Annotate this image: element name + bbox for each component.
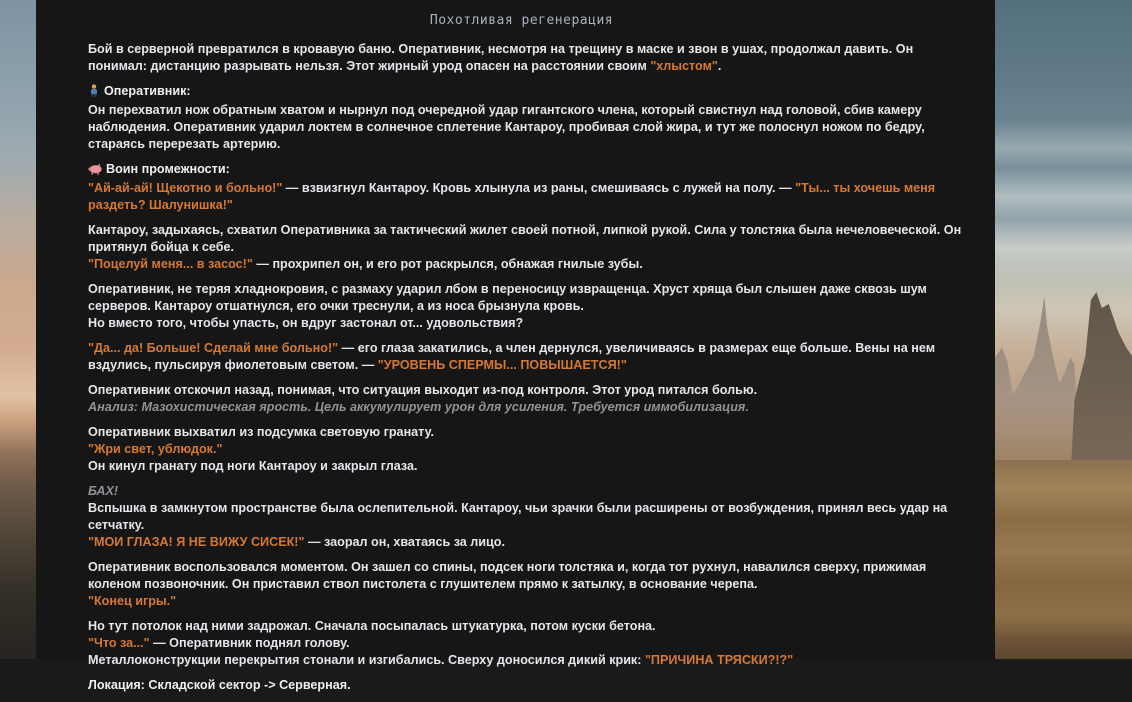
text-segment: Бой в серверной превратился в кровавую баню. Оперативник, несмотря на трещину в маске и звон в ушах, продолжал давить. Он понимал: дистанцию разрывать нельзя. Этот жирный урод опасен на расстоянии своим xyxy=(88,42,914,73)
story-line xyxy=(88,483,962,500)
story-line xyxy=(88,281,962,315)
operative-turn-paragraph xyxy=(88,83,962,153)
story-line xyxy=(88,618,962,635)
text-segment: "Что за..." xyxy=(88,636,150,650)
text-segment: БАХ! xyxy=(88,484,119,498)
text-segment: Оперативник воспользовался моментом. Он зашел со спины, подсек ноги толстяка и, когда тот рухнул, навалился сверху, прижимая коленом позвоночник. Он приставил ствол пистолета с глушителем прямо к затылку, в основание черепа. xyxy=(88,560,927,591)
operative-icon xyxy=(88,84,100,102)
text-segment: "УРОВЕНЬ СПЕРМЫ... ПОВЫШАЕТСЯ!" xyxy=(377,358,627,372)
text-segment: Он кинул гранату под ноги Кантароу и закрыл глаза. xyxy=(88,459,418,473)
text-segment: — взвизгнул Кантароу. Кровь хлынула из раны, смешиваясь с лужей на полу. — xyxy=(282,181,796,195)
clouds xyxy=(995,120,1132,280)
scene-title: Похотливая регенерация xyxy=(429,12,614,28)
text-segment: Оперативник: xyxy=(104,84,191,98)
story-line xyxy=(88,652,962,669)
text-segment: Вспышка в замкнутом пространстве была ослепительной. Кантароу, чьи зрачки были расширены от возбуждения, принял весь удар на сетчатку. xyxy=(88,501,948,532)
text-segment: Металлоконструкции перекрытия стонали и изгибались. Сверху доносился дикий крик: xyxy=(88,653,645,667)
text-segment: Но тут потолок над ними задрожал. Сначала посыпалась штукатурка, потом куски бетона. xyxy=(88,619,656,633)
ceiling-paragraph xyxy=(88,618,962,669)
story-line xyxy=(88,161,962,180)
story-text xyxy=(88,41,962,694)
analysis-paragraph xyxy=(88,382,962,416)
text-segment: Воин промежности: xyxy=(106,162,230,176)
text-segment: "Ты... ты хочешь меня раздеть? Шалунишка!" xyxy=(88,181,936,212)
story-line xyxy=(88,441,962,458)
text-segment: — его глаза закатились, а член дернулся, увеличиваясь в размерах еще больше. Вены на нем вздулись, пульсируя фиолетовым светом. — xyxy=(88,341,936,372)
text-segment: . xyxy=(717,59,722,73)
text-segment: "Ай-ай-ай! Щекотно и больно!" xyxy=(88,181,283,195)
story-line xyxy=(88,424,962,441)
story-line xyxy=(88,83,962,102)
story-line xyxy=(88,559,962,593)
story-line xyxy=(88,399,962,416)
story-line xyxy=(88,458,962,475)
text-segment: "Да... да! Больше! Сделай мне больно!" xyxy=(88,341,339,355)
text-segment: "Поцелуй меня... в засос!" xyxy=(88,257,253,271)
text-segment: "ПРИЧИНА ТРЯСКИ?!?" xyxy=(644,653,794,667)
story-line xyxy=(88,41,962,75)
text-segment: Он перехватил нож обратным хватом и нырнул под очередной удар гигантского члена, который свистнул над головой, сбив камеру наблюдения. Оперативник ударил локтем в солнечное сплетение Кантароу, пробивая слой жира, и тут же полоснул ножом по бедру, стараясь перерезать артерию. xyxy=(88,103,925,151)
text-segment: Оперативник, не теряя хладнокровия, с размаху ударил лбом в переносицу извращенца. Хруст хряща был слышен даже сквозь шум серверов. Кантароу отшатнулся, его очки треснули, а из носа брызнула кровь. xyxy=(88,282,927,313)
pig-icon xyxy=(88,163,102,180)
story-line xyxy=(88,677,962,694)
grenade-paragraph xyxy=(88,424,962,475)
intro-paragraph xyxy=(88,41,962,75)
story-line xyxy=(88,635,962,652)
headbutt-paragraph xyxy=(88,281,962,332)
story-panel xyxy=(36,0,995,692)
location-paragraph xyxy=(88,677,962,694)
flash-paragraph xyxy=(88,483,962,551)
text-segment: Кантароу, задыхаясь, схватил Оперативника за тактический жилет своей потной, липкой рукой. Сила у толстяка была нечеловеческой. Он притянул бойца к себе. xyxy=(88,223,962,254)
story-line xyxy=(88,534,962,551)
scene-title-box xyxy=(88,8,955,32)
story-line xyxy=(88,102,962,153)
grab-paragraph xyxy=(88,222,962,273)
text-segment: "хлыстом" xyxy=(650,59,718,73)
text-segment: Анализ: Мазохистическая ярость. Цель аккумулирует урон для усиления. Требуется иммобилизация. xyxy=(88,400,749,414)
desert-floor xyxy=(995,460,1132,659)
background-landscape-right xyxy=(995,0,1132,659)
text-segment: Локация: Складской сектор -> Серверная. xyxy=(88,678,351,692)
masochist-paragraph xyxy=(88,340,962,374)
text-segment: "Конец игры." xyxy=(88,594,177,608)
story-line xyxy=(88,315,962,332)
text-segment: — заорал он, хватаясь за лицо. xyxy=(304,535,505,549)
text-segment: Оперативник выхватил из подсумка световую гранату. xyxy=(88,425,435,439)
story-line xyxy=(88,340,962,374)
story-line xyxy=(88,382,962,399)
text-segment: — Оперативник поднял голову. xyxy=(149,636,350,650)
story-line xyxy=(88,593,962,610)
text-segment: Но вместо того, чтобы упасть, он вдруг застонал от... удовольствия? xyxy=(88,316,524,330)
crotch-warrior-turn-paragraph xyxy=(88,161,962,214)
story-line xyxy=(88,222,962,256)
story-line xyxy=(88,180,962,214)
text-segment: "МОИ ГЛАЗА! Я НЕ ВИЖУ СИСЕК!" xyxy=(88,535,305,549)
text-segment: — прохрипел он, и его рот раскрылся, обнажая гнилые зубы. xyxy=(252,257,643,271)
story-line xyxy=(88,256,962,273)
background-landscape-left xyxy=(0,0,36,659)
story-line xyxy=(88,500,962,534)
text-segment: "Жри свет, ублюдок." xyxy=(88,442,223,456)
text-segment: Оперативник отскочил назад, понимая, что ситуация выходит из-под контроля. Этот урод питался болью. xyxy=(88,383,758,397)
story-content xyxy=(88,8,962,702)
takedown-paragraph xyxy=(88,559,962,610)
